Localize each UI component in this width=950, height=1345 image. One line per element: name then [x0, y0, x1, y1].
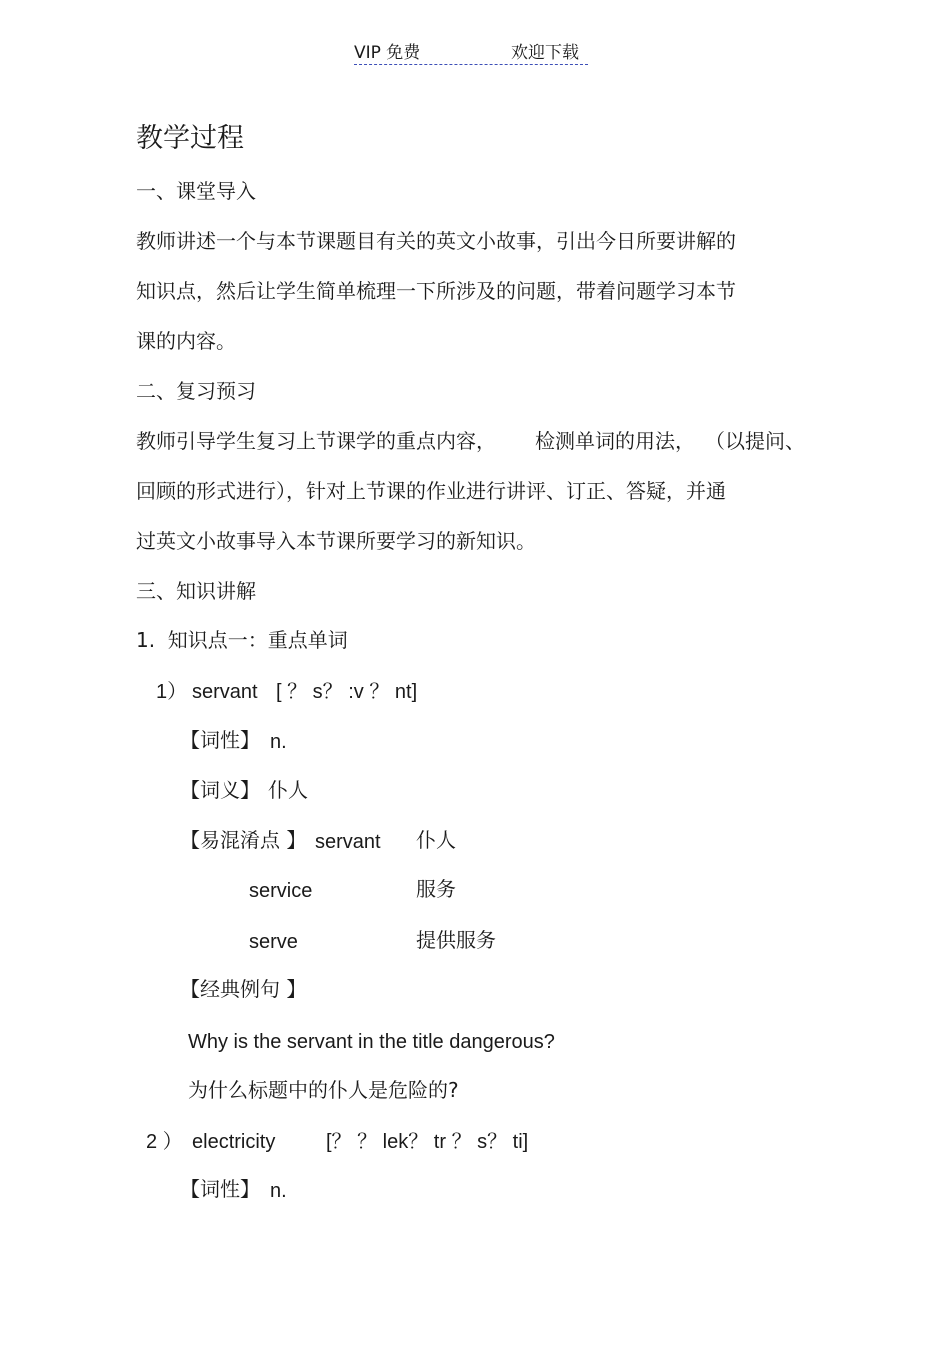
word-number: 1） — [156, 681, 188, 703]
paragraph-line: 知识点，然后让学生简单梳理一下所涉及的问题，带着问题学习本节 — [136, 279, 736, 303]
paragraph-line: 回顾的形式进行），针对上节课的作业进行讲评、订正、答疑，并通 — [136, 479, 726, 503]
confusable-word: servant — [315, 831, 381, 853]
paragraph-line: （以提问、 — [705, 429, 805, 453]
header-download: 欢迎下载 — [511, 43, 579, 63]
section-heading-knowledge: 三、知识讲解 — [136, 579, 256, 603]
paragraph-line: 检测单词的用法， — [535, 429, 695, 453]
paragraph-line: 课的内容。 — [136, 329, 236, 353]
section-heading-intro: 一、课堂导入 — [136, 179, 256, 203]
example-sentence-zh: 为什么标题中的仆人是危险的? — [188, 1078, 459, 1102]
page-title: 教学过程 — [136, 123, 244, 154]
section-heading-review: 二、复习预习 — [136, 379, 256, 403]
confusable-meaning: 提供服务 — [416, 928, 496, 952]
meaning-label: 【词义】 — [180, 778, 260, 802]
confusable-meaning: 仆人 — [416, 828, 456, 852]
word-number: 2 ） — [146, 1131, 183, 1153]
phonetic: [？ ？ lek？ tr ？ s？ ti] — [326, 1131, 529, 1153]
phonetic: [ ？ s？ :v ？ nt] — [276, 681, 418, 703]
knowledge-point-title: 1. 知识点一：重点单词 — [136, 628, 348, 652]
pos-label: 【词性】 — [180, 728, 260, 752]
pos-label: 【词性】 — [180, 1177, 260, 1201]
vocab-word: servant — [192, 681, 258, 703]
vocab-word: electricity — [192, 1131, 276, 1153]
confusable-word: serve — [249, 931, 298, 953]
pos-value: n. — [270, 1180, 287, 1202]
example-label: 【经典例句 】 — [180, 977, 307, 1001]
example-sentence-en: Why is the servant in the title dangerous? — [188, 1031, 555, 1053]
confusable-word: service — [249, 880, 313, 902]
paragraph-line: 教师讲述一个与本节课题目有关的英文小故事，引出今日所要讲解的 — [136, 229, 736, 253]
header-vip: VIP 免费 — [354, 43, 421, 63]
header-divider — [354, 64, 588, 65]
pos-value: n. — [270, 731, 287, 753]
confusable-label: 【易混淆点 】 — [180, 828, 307, 852]
meaning-value: 仆人 — [268, 778, 308, 802]
paragraph-line: 过英文小故事导入本节课所要学习的新知识。 — [136, 529, 536, 553]
confusable-meaning: 服务 — [416, 877, 456, 901]
paragraph-line: 教师引导学生复习上节课学的重点内容， — [136, 429, 496, 453]
